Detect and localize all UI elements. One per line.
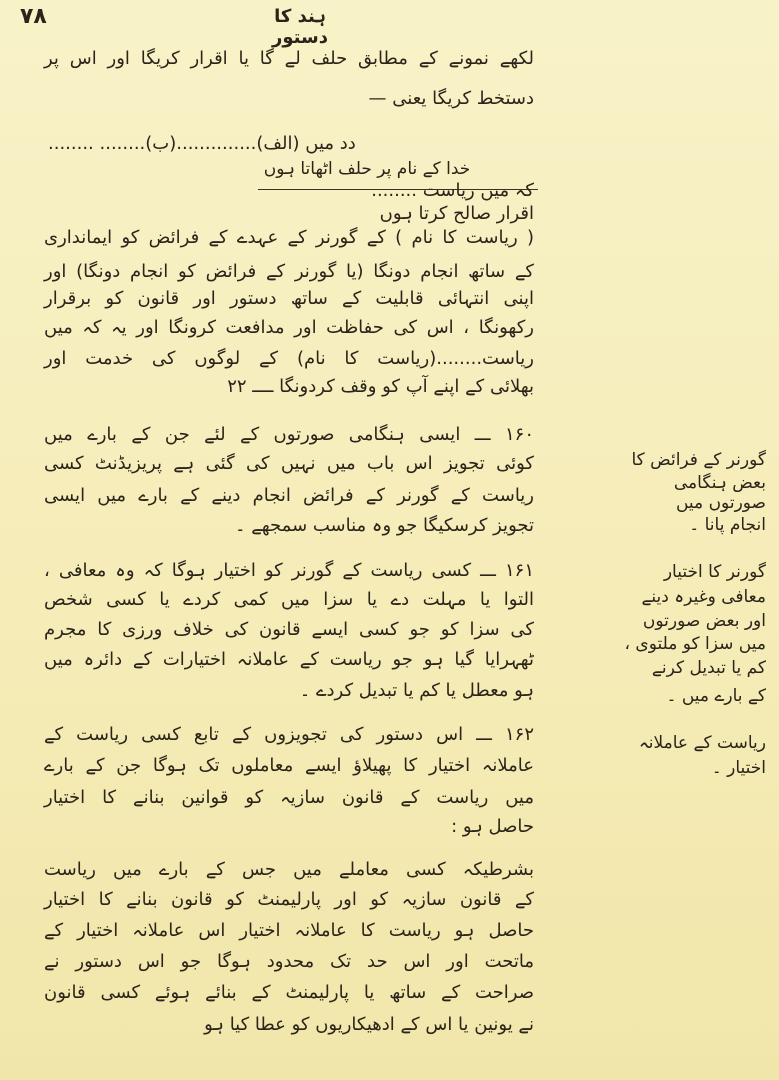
article-161-line-5: ہو معطل یا کم یا تبدیل کردے ۔ bbox=[299, 680, 534, 701]
article-162-line-4: حاصل ہو : bbox=[451, 816, 534, 837]
margin-note-161-line-3: اور بعض صورتوں bbox=[642, 611, 766, 631]
oath-text-line-4: رکھونگا ، اس کی حفاظت اور مدافعت کرونگا اور یہ کہ میں bbox=[44, 317, 534, 338]
oath-god-line: خدا کے نام پر حلف اٹھاتا ہوں bbox=[263, 159, 471, 179]
margin-note-161-line-4: میں سزا کو ملتوی ، bbox=[624, 634, 766, 654]
article-160-line-1: ۱۶۰ ـــ ایسی ہنگامی صورتوں کے لئے جن کے بارے میں bbox=[44, 424, 534, 445]
margin-note-161-line-1: گورنر کا اختیار bbox=[663, 562, 766, 582]
margin-note-162-line-1: ریاست کے عاملانہ bbox=[638, 733, 766, 753]
proviso-line-2: کے قانون سازیہ کو اور پارلیمنٹ کو قانون بنانے کا اختیار bbox=[44, 889, 534, 910]
oath-text-line-2: کے ساتھ انجام دونگا (یا گورنر کے فرائض کو انجام دونگا) اور bbox=[44, 261, 534, 282]
proviso-line-5: صراحت کے ساتھ یا پارلیمنٹ کے بنائے ہوئے کسی قانون bbox=[44, 982, 534, 1003]
article-160-line-4: تجویز کرسکیگا جو وہ مناسب سمجھے ۔ bbox=[234, 515, 534, 536]
oath-state-line: کہ میں ریاست ........ bbox=[371, 180, 534, 201]
article-162-line-2: عاملانہ اختیار کا پھیلاؤ ایسے معاملوں تک ہوگا جن کے بارے bbox=[44, 755, 534, 776]
oath-form-blanks-line: ‏دد میں (الف)..............(ب)........ ........ bbox=[48, 133, 356, 154]
oath-affirmation-line: اقرار صالح کرتا ہوں bbox=[379, 203, 534, 224]
article-161-line-4: ٹھہرایا گیا ہو جو ریاست کے عاملانہ اختیارات کے دائرہ میں bbox=[44, 649, 534, 670]
oath-text-line-5: ریاست........(ریاست کا نام) کے لوگوں کی خدمت اور bbox=[44, 348, 534, 369]
proviso-line-1: بشرطیکہ کسی معاملے میں جس کے بارے میں ریاست bbox=[44, 859, 534, 880]
article-160-line-3: ریاست کے گورنر کے فرائض انجام دینے کے بارے میں ایسی bbox=[44, 485, 534, 506]
margin-note-160-line-3: صورتوں میں bbox=[675, 493, 766, 513]
proviso-line-4: ماتحت اور اس حد تک محدود ہوگا جو اس دستور نے bbox=[44, 951, 534, 972]
oath-text-line-1: ( ریاست کا نام ) کے گورنر کے عہدے کے فرائض کو ایمانداری bbox=[44, 227, 534, 248]
article-161-line-2: التوا یا مہلت دے یا سزا میں کمی کردے یا کسی شخص bbox=[44, 589, 534, 610]
oath-intro-line-1: لکھے نمونے کے مطابق حلف لے گا یا اقرار کریگا اور اس پر bbox=[44, 48, 534, 69]
running-header-title: ہند کا دستور bbox=[272, 6, 328, 48]
oath-text-line-3: اپنی انتہائی قابلیت کے ساتھ دستور اور قانون کو برقرار bbox=[44, 288, 534, 309]
margin-note-161-line-6: کے بارے میں ۔ bbox=[666, 686, 766, 706]
proviso-line-3: حاصل ہو ریاست کا عاملانہ اختیار اس عاملانہ اختیار کے bbox=[44, 920, 534, 941]
margin-note-161-line-5: کم یا تبدیل کرنے bbox=[651, 658, 766, 678]
margin-note-160-line-2: بعض ہنگامی bbox=[673, 473, 766, 493]
margin-note-161-line-2: معافی وغیرہ دینے bbox=[641, 587, 766, 607]
article-162-line-1: ۱۶۲ ـــ اس دستور کی تجویزوں کے تابع کسی ریاست کے bbox=[44, 724, 534, 745]
page-number: ۷۸ bbox=[20, 4, 47, 29]
oath-intro-line-2: دستخط کریگا یعنی — bbox=[368, 88, 534, 109]
margin-note-160-line-1: گورنر کے فرائض کا bbox=[631, 450, 766, 470]
article-162-line-3: میں ریاست کے قانون سازیہ کو قوانین بنانے کا اختیار bbox=[44, 787, 534, 808]
article-161-line-3: کی سزا کو جو کسی ایسے قانون کی خلاف ورزی کا مجرم bbox=[44, 619, 534, 640]
article-161-line-1: ۱۶۱ ـــ کسی ریاست کے گورنر کو اختیار ہوگا کہ وہ معافی ، bbox=[44, 560, 534, 581]
margin-note-162-line-2: اختیار ۔ bbox=[711, 758, 766, 778]
article-160-line-2: کوئی تجویز اس باب میں نہیں کی گئی ہے پریزیڈنٹ کسی bbox=[44, 453, 534, 474]
oath-text-line-6: بھلائی کے اپنے آپ کو وقف کردونگا ــــ ۲۲ bbox=[227, 376, 534, 397]
margin-note-160-line-4: انجام پانا ۔ bbox=[689, 515, 766, 535]
proviso-line-6: نے یونین یا اس کے ادھیکاریوں کو عطا کیا ہو bbox=[204, 1014, 534, 1035]
